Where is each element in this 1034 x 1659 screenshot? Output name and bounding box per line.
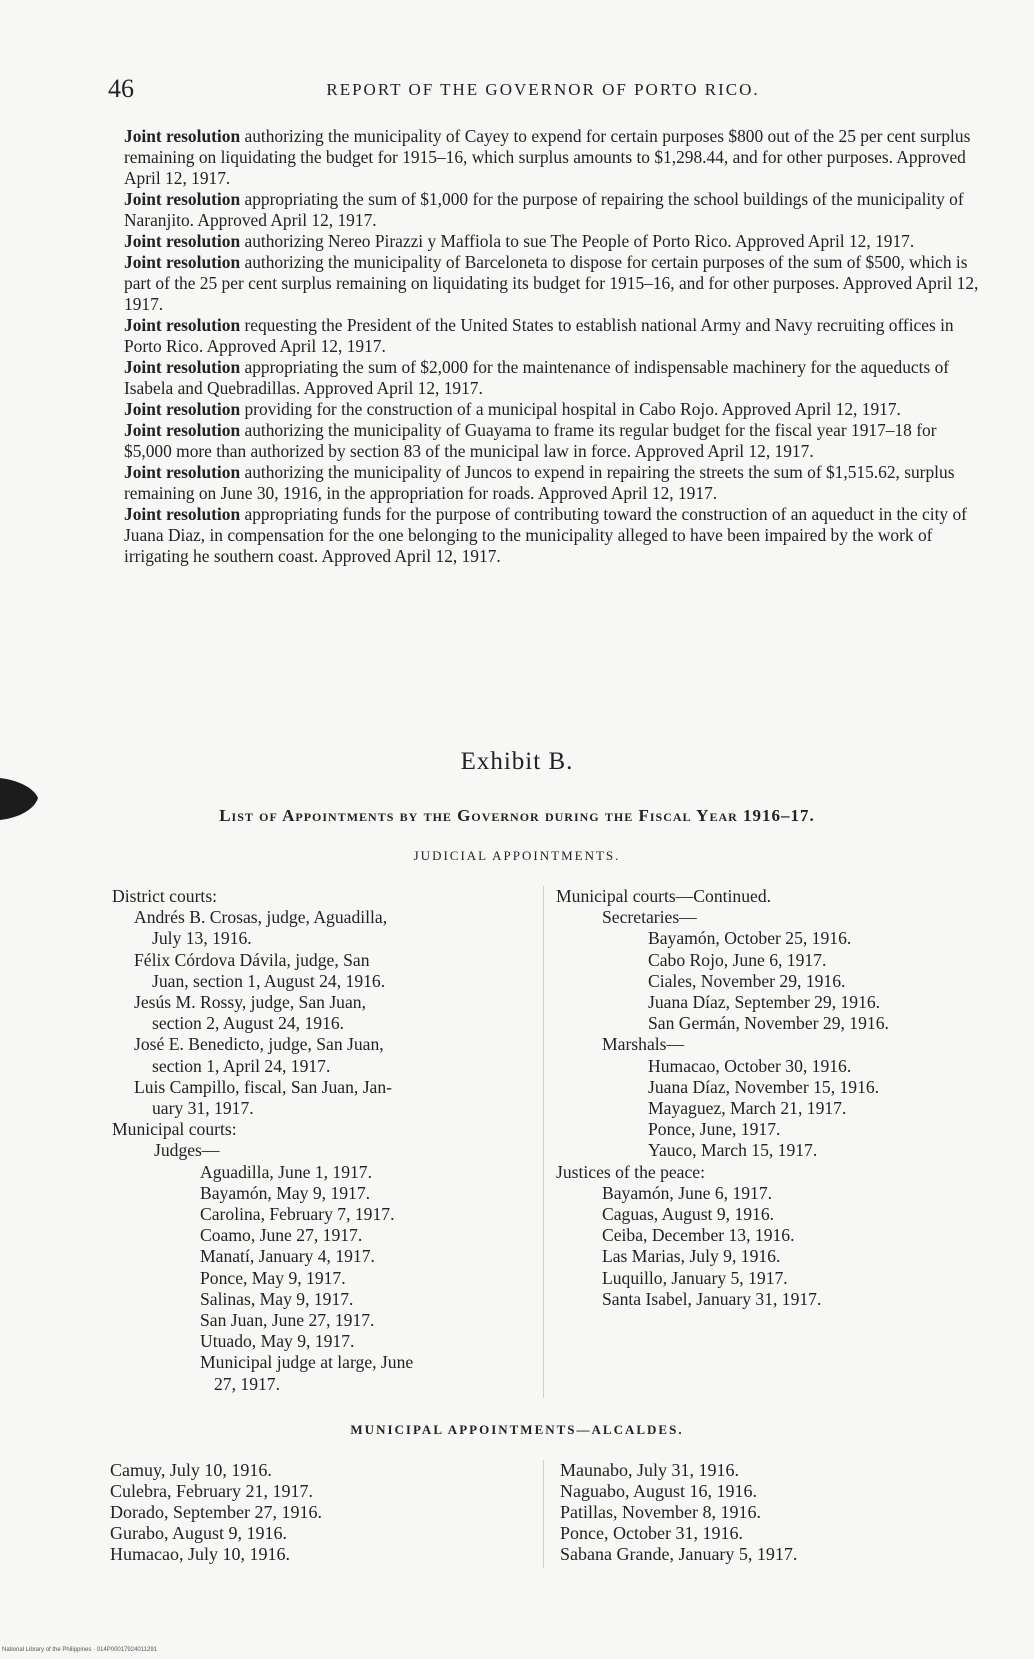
appointment-line: Bayamón, June 6, 1917. (602, 1182, 773, 1203)
resolution-paragraph (124, 399, 979, 420)
exhibit-title: Exhibit B. (460, 748, 574, 775)
judicial-right-column (556, 886, 976, 1310)
appointment-line: Marshals— (602, 1034, 685, 1055)
resolution-lead: Joint resolution (124, 189, 241, 209)
appointment-line: Municipal courts—Continued. (556, 886, 772, 906)
alcaldes-column-divider (543, 1460, 544, 1568)
alcalde-appointment: Dorado, September 27, 1916. (110, 1502, 322, 1522)
appointment-line: José E. Benedicto, judge, San Juan, (134, 1034, 384, 1055)
appointment-line: Secretaries— (602, 907, 697, 928)
resolution-lead: Joint resolution (124, 420, 241, 440)
column-divider (543, 886, 544, 1398)
appointment-line: Las Marias, July 9, 1916. (602, 1246, 781, 1267)
running-head: REPORT OF THE GOVERNOR OF PORTO RICO. (326, 80, 760, 99)
appointment-line: Juana Díaz, November 15, 1916. (648, 1076, 880, 1097)
appointment-line: District courts: (112, 886, 218, 906)
resolution-paragraph (124, 189, 979, 231)
appointment-line: Cabo Rojo, June 6, 1917. (648, 949, 827, 970)
page-header (108, 74, 978, 104)
appointment-line: uary 31, 1917. (152, 1098, 254, 1119)
appointment-line: Luis Campillo, fiscal, San Juan, Jan- (134, 1076, 393, 1097)
list-title: List of Appointments by the Governor during the Fiscal Year 1916–17. (219, 806, 815, 825)
resolution-paragraph (124, 420, 979, 462)
joint-resolutions-list (124, 126, 979, 567)
resolution-paragraph (124, 357, 979, 399)
judicial-appointments-heading: JUDICIAL APPOINTMENTS. (413, 848, 621, 863)
appointment-line: section 2, August 24, 1916. (152, 1013, 345, 1034)
alcalde-appointment: Culebra, February 21, 1917. (110, 1481, 313, 1501)
resolution-lead: Joint resolution (124, 357, 241, 377)
resolution-text: providing for the construction of a municipal hospital in Cabo Rojo. Approved April 12, 1917. (240, 399, 901, 419)
resolution-lead: Joint resolution (124, 504, 241, 524)
appointment-line: Caguas, August 9, 1916. (602, 1204, 775, 1225)
alcalde-appointment: Humacao, July 10, 1916. (110, 1544, 290, 1564)
appointment-line: Manatí, January 4, 1917. (200, 1246, 375, 1267)
resolution-paragraph (124, 126, 979, 189)
appointment-line: Luquillo, January 5, 1917. (602, 1267, 788, 1288)
alcaldes-left-column (110, 1460, 530, 1565)
resolution-text: authorizing the municipality of Barceloneta to dispose for certain purposes of the sum of $500, which is part of the 25 per cent surplus remaining on liquidating its budget for 1915–16, and for other purposes. Approved April 12, 1917. (124, 252, 979, 314)
resolution-lead: Joint resolution (124, 315, 241, 335)
appointment-line: Humacao, October 30, 1916. (648, 1055, 852, 1076)
appointment-line: Andrés B. Crosas, judge, Aguadilla, (134, 907, 388, 928)
alcalde-appointment: Sabana Grande, January 5, 1917. (560, 1544, 798, 1564)
appointment-line: Salinas, May 9, 1917. (200, 1288, 354, 1309)
appointment-line: July 13, 1916. (152, 928, 252, 949)
appointment-line: San Juan, June 27, 1917. (200, 1310, 375, 1331)
resolution-paragraph (124, 504, 979, 567)
municipal-appointments-heading: MUNICIPAL APPOINTMENTS—ALCALDES. (350, 1422, 684, 1437)
appointment-line: San Germán, November 29, 1916. (648, 1013, 889, 1034)
resolution-text: authorizing Nereo Pirazzi y Maffiola to sue The People of Porto Rico. Approved April 12, 1917. (240, 231, 915, 251)
resolution-paragraph (124, 462, 979, 504)
alcalde-appointment: Gurabo, August 9, 1916. (110, 1523, 287, 1543)
resolution-lead: Joint resolution (124, 231, 241, 251)
resolution-text: authorizing the municipality of Juncos to expend in repairing the streets the sum of $1,515.62, surplus remaining on June 30, 1916, in the appropriation for roads. Approved April 12, 1917. (124, 462, 955, 503)
resolution-text: appropriating the sum of $1,000 for the purpose of repairing the school buildings of the municipality of Naranjito. Approved April 12, 1917. (124, 189, 964, 230)
resolution-lead: Joint resolution (124, 399, 241, 419)
appointment-line: Bayamón, May 9, 1917. (200, 1182, 371, 1203)
resolution-text: appropriating funds for the purpose of contributing toward the construction of an aqueduct in the city of Juana Diaz, in compensation for the one belonging to the municipality alleged to have been impaired by the work of irrigating he southern coast. Approved April 12, 1917. (124, 504, 967, 566)
alcalde-appointment: Camuy, July 10, 1916. (110, 1460, 272, 1480)
resolution-lead: Joint resolution (124, 126, 241, 146)
appointment-line: Juana Díaz, September 29, 1916. (648, 992, 881, 1013)
appointment-line: Aguadilla, June 1, 1917. (200, 1161, 373, 1182)
scan-footer: National Library of the Philippines · 014P00017924011291 (2, 1647, 158, 1653)
appointment-line: Municipal judge at large, June (200, 1352, 414, 1373)
page-number: 46 (108, 74, 134, 103)
appointment-line: Utuado, May 9, 1917. (200, 1331, 355, 1352)
resolution-paragraph (124, 315, 979, 357)
appointment-line: Santa Isabel, January 31, 1917. (602, 1288, 822, 1309)
appointment-line: Ciales, November 29, 1916. (648, 970, 846, 991)
appointment-line: Mayaguez, March 21, 1917. (648, 1098, 847, 1119)
alcalde-appointment: Maunabo, July 31, 1916. (560, 1460, 739, 1480)
appointment-line: Bayamón, October 25, 1916. (648, 928, 852, 949)
appointment-line: Félix Córdova Dávila, judge, San (134, 949, 370, 970)
appointment-line: Judges— (154, 1140, 220, 1161)
appointment-line: Juan, section 1, August 24, 1916. (152, 970, 386, 991)
alcalde-appointment: Naguabo, August 16, 1916. (560, 1481, 757, 1501)
resolution-paragraph (124, 252, 979, 315)
resolution-lead: Joint resolution (124, 462, 241, 482)
appointment-line: Yauco, March 15, 1917. (648, 1140, 818, 1161)
appointment-line: Ponce, June, 1917. (648, 1119, 781, 1140)
appointment-line: Justices of the peace: (556, 1161, 705, 1182)
appointment-line: 27, 1917. (214, 1373, 280, 1394)
appointment-line: section 1, April 24, 1917. (152, 1055, 331, 1076)
resolution-lead: Joint resolution (124, 252, 241, 272)
judicial-left-column (112, 886, 532, 1395)
appointment-line: Jesús M. Rossy, judge, San Juan, (134, 992, 366, 1013)
resolution-text: authorizing the municipality of Guayama to frame its regular budget for the fiscal year 1917–18 for $5,000 more than authorized by section 83 of the municipal law in force. Approved April 12, 1917. (124, 420, 937, 461)
appointment-line: Municipal courts: (112, 1119, 237, 1140)
appointment-line: Coamo, June 27, 1917. (200, 1225, 363, 1246)
resolution-paragraph (124, 231, 979, 252)
alcaldes-right-column (560, 1460, 980, 1565)
appointment-line: Ceiba, December 13, 1916. (602, 1225, 795, 1246)
resolution-text: authorizing the municipality of Cayey to expend for certain purposes $800 out of the 25 per cent surplus remaining on liquidating the budget for 1915–16, which surplus amounts to $1,298.44, and for other purposes. Approved April 12, 1917. (124, 126, 971, 188)
appointment-line: Ponce, May 9, 1917. (200, 1267, 346, 1288)
appointment-line: Carolina, February 7, 1917. (200, 1204, 395, 1225)
resolution-text: appropriating the sum of $2,000 for the maintenance of indispensable machinery for the aqueducts of Isabela and Quebradillas. Approved April 12, 1917. (124, 357, 950, 398)
resolution-text: requesting the President of the United States to establish national Army and Navy recruiting offices in Porto Rico. Approved April 12, 1917. (124, 315, 954, 356)
alcalde-appointment: Patillas, November 8, 1916. (560, 1502, 761, 1522)
alcalde-appointment: Ponce, October 31, 1916. (560, 1523, 743, 1543)
